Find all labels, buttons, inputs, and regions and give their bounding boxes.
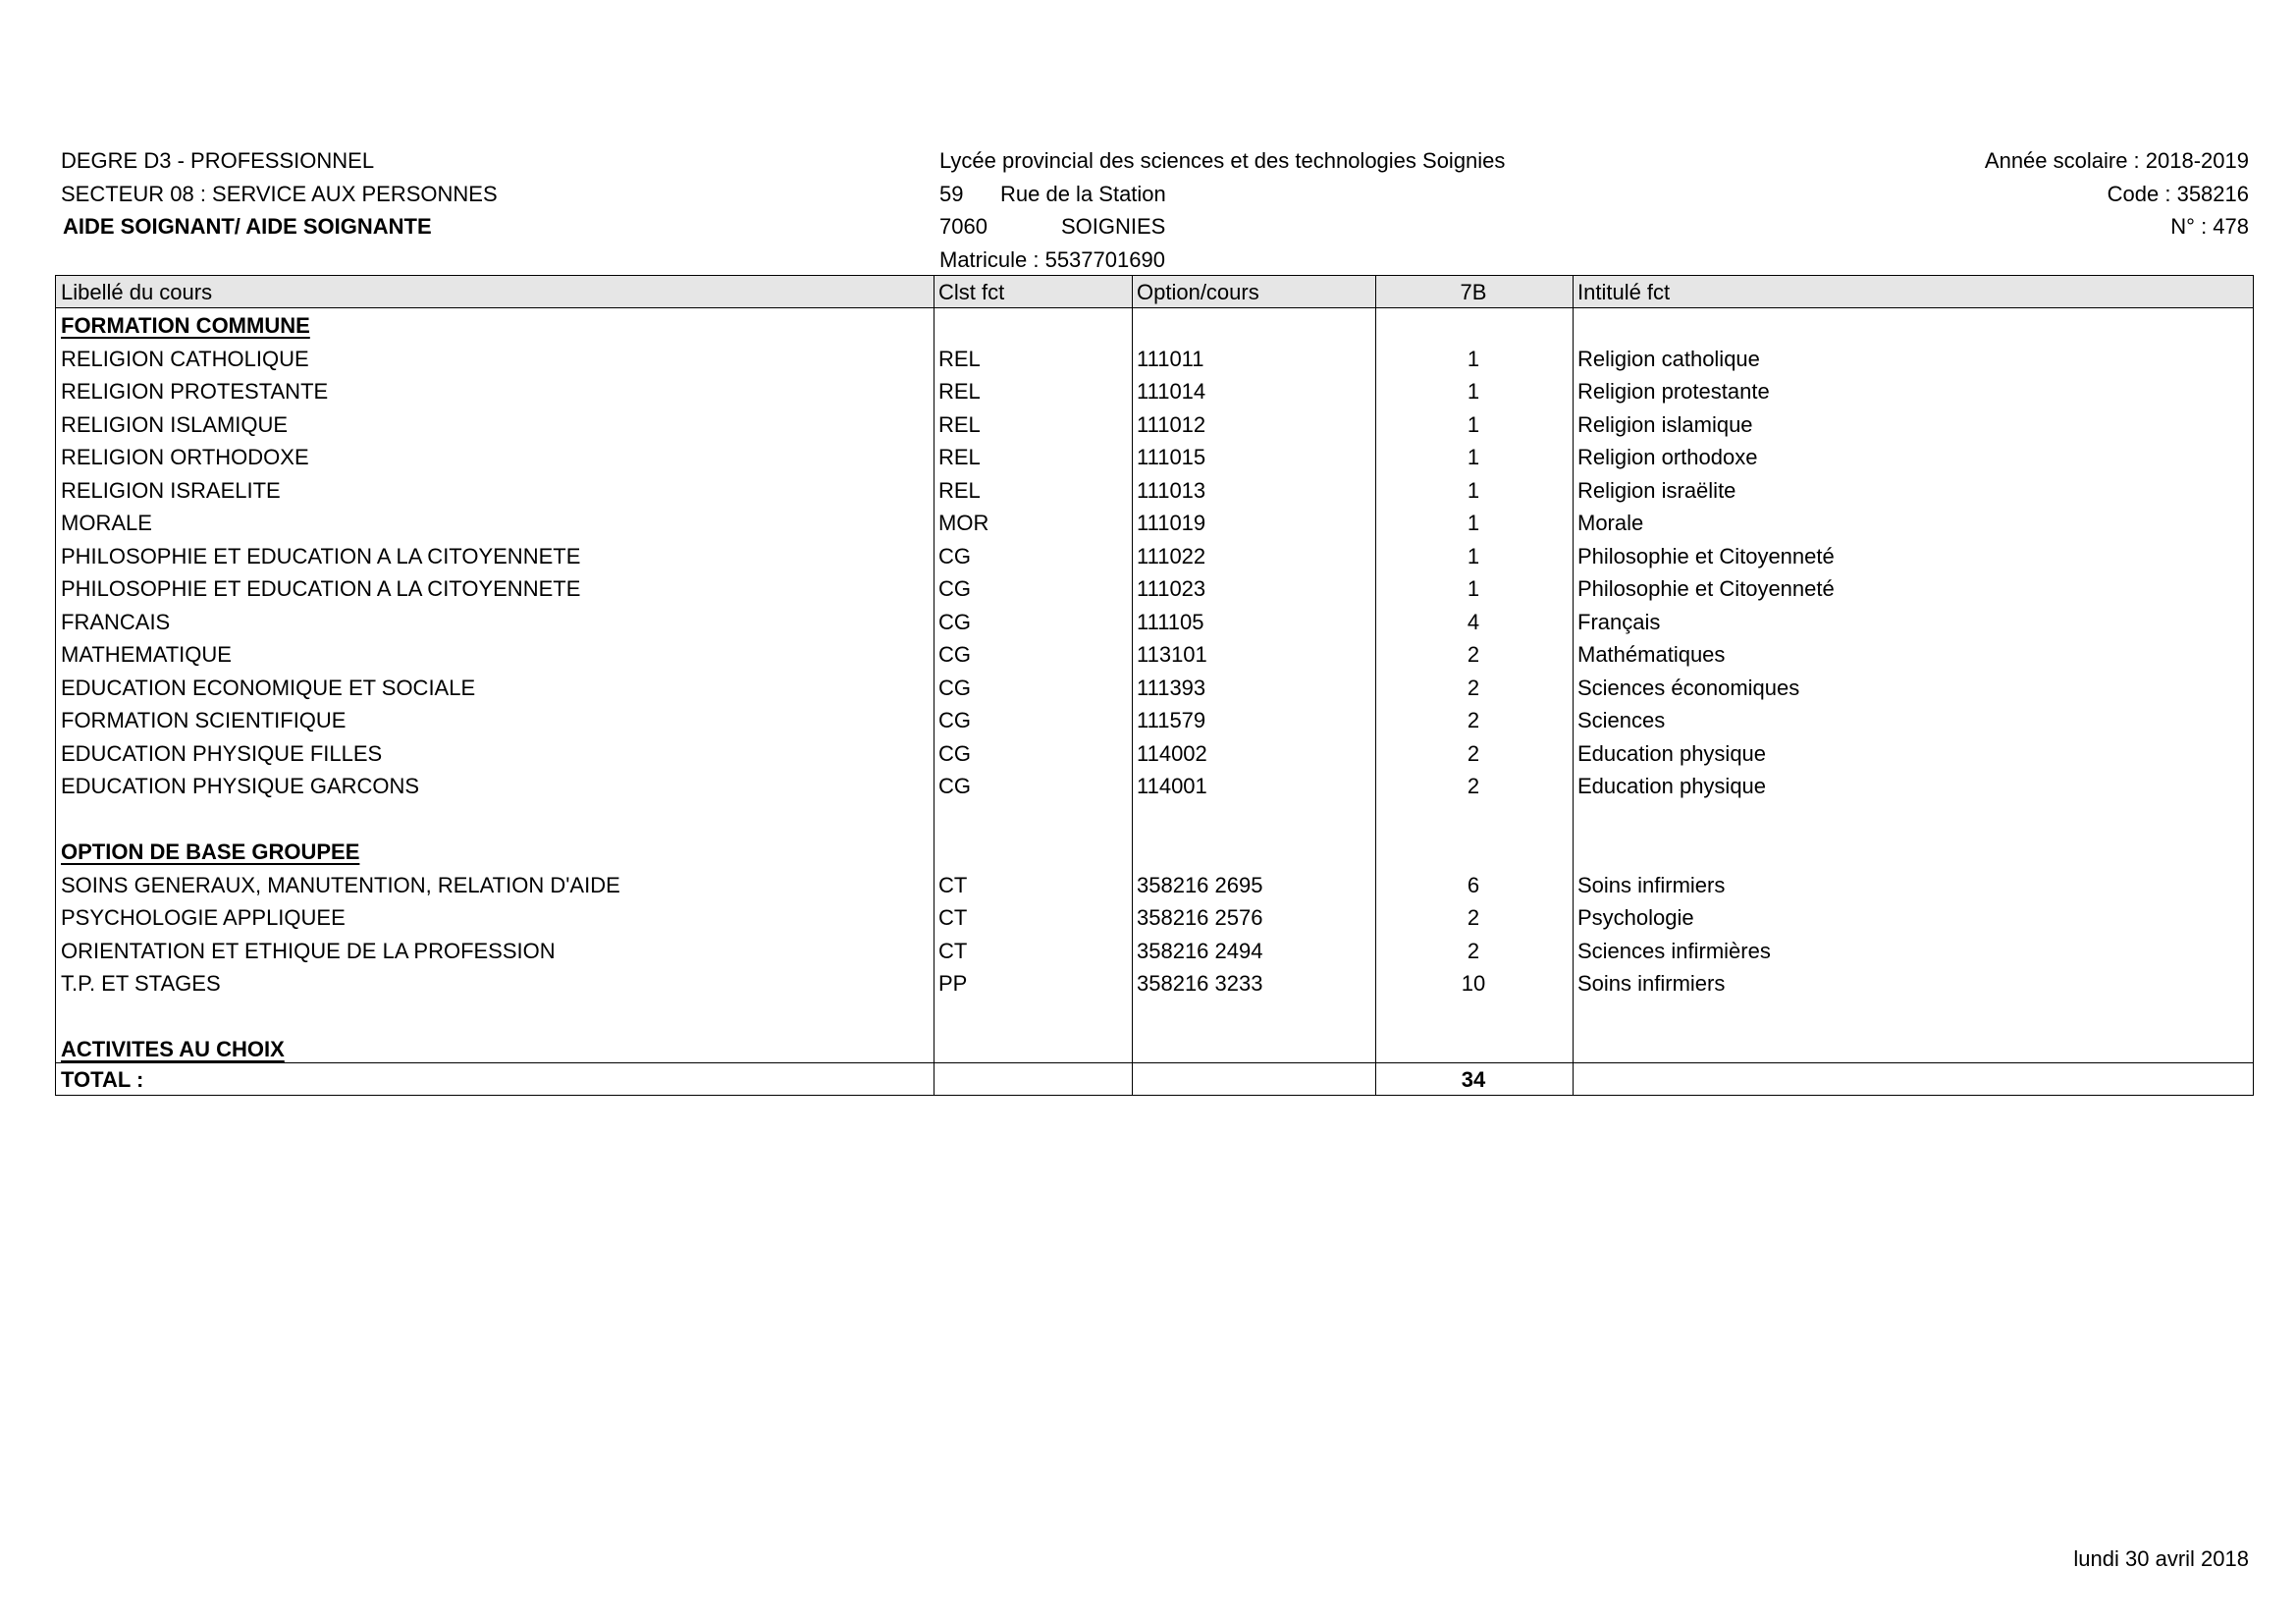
table-cell-function-title: Soins infirmiers [1577,872,1726,897]
table-cell-hours: 1 [1467,543,1480,568]
table-cell-hours: 1 [1467,379,1480,404]
table-cell-course-label: MORALE [61,511,152,535]
table-cell-function-title: Français [1577,609,1661,634]
program-title: AIDE SOIGNANT/ AIDE SOIGNANTE [63,214,432,239]
table-cell-class-code: MOR [938,511,989,535]
table-cell-function-title: Philosophie et Citoyenneté [1577,576,1835,601]
degree-label: DEGRE D3 - PROFESSIONNEL [61,148,375,173]
table-cell-course-label: RELIGION ISLAMIQUE [61,411,289,437]
table-cell-function-title: Religion orthodoxe [1577,445,1758,469]
course-table [55,275,2254,1096]
table-cell-hours: 1 [1467,346,1480,371]
table-cell-class-code: CG [938,609,971,634]
total-value: 34 [1461,1067,1486,1092]
table-cell-option-code: 113101 [1137,642,1207,667]
table-cell-function-title: Philosophie et Citoyenneté [1577,543,1835,568]
column-divider [1573,276,1574,1095]
city: SOIGNIES [1061,214,1166,239]
col-header-title: Intitulé fct [1577,280,1671,304]
table-cell-class-code: CG [938,774,971,798]
table-cell-option-code: 111013 [1137,477,1206,503]
column-divider [1132,276,1133,1095]
school-code: Code : 358216 [2107,182,2249,206]
table-cell-option-code: 111022 [1137,543,1206,568]
table-cell-hours: 4 [1467,609,1480,634]
table-cell-function-title: Morale [1577,511,1644,535]
table-cell-class-code: CG [938,675,971,700]
table-cell-class-code: PP [938,971,968,996]
table-cell-class-code: CG [938,740,971,766]
table-cell-course-label: EDUCATION PHYSIQUE FILLES [61,740,383,766]
table-cell-hours: 6 [1467,872,1480,897]
table-cell-class-code: CT [938,905,968,930]
table-cell-option-code: 111105 [1137,609,1204,634]
table-cell-course-label: PSYCHOLOGIE APPLIQUEE [61,905,346,930]
table-cell-class-code: REL [938,411,981,437]
table-cell-option-code: 114002 [1137,740,1207,766]
table-cell-class-code: CG [938,642,971,667]
street-number: 59 [939,182,964,206]
table-cell-course-label: SOINS GENERAUX, MANUTENTION, RELATION D'AIDE [61,872,620,897]
table-cell-course-label: RELIGION PROTESTANTE [61,379,329,404]
total-divider [56,1062,2253,1063]
table-cell-function-title: Psychologie [1577,905,1694,930]
table-cell-hours: 2 [1467,905,1480,930]
table-cell-function-title: Sciences infirmières [1577,938,1771,963]
table-cell-class-code: CG [938,708,971,732]
table-cell-course-label: T.P. ET STAGES [61,971,221,996]
col-header-option: Option/cours [1137,280,1259,304]
table-cell-option-code: 111011 [1137,346,1204,371]
table-cell-function-title: Soins infirmiers [1577,971,1726,996]
table-cell-hours: 1 [1467,576,1480,601]
table-cell-hours: 2 [1467,642,1480,667]
table-cell-course-label: PHILOSOPHIE ET EDUCATION A LA CITOYENNETE [61,543,581,568]
table-cell-hours: 10 [1461,971,1486,996]
table-cell-hours: 2 [1467,740,1480,766]
table-cell-option-code: 111023 [1137,576,1206,601]
table-cell-hours: 1 [1467,477,1480,503]
table-cell-option-code: 111393 [1137,675,1206,700]
table-cell-option-code: 111014 [1137,379,1206,404]
street-name: Rue de la Station [1000,182,1166,206]
table-cell-class-code: CG [938,576,971,601]
table-cell-course-label: FORMATION SCIENTIFIQUE [61,708,347,732]
table-cell-function-title: Religion islamique [1577,411,1753,437]
postal-code: 7060 [939,214,988,239]
section-title: OPTION DE BASE GROUPEE [61,839,360,864]
table-cell-class-code: REL [938,477,981,503]
table-cell-course-label: RELIGION CATHOLIQUE [61,346,309,371]
table-cell-option-code: 358216 2494 [1137,938,1263,963]
table-cell-class-code: REL [938,379,981,404]
section-title: FORMATION COMMUNE [61,313,310,338]
table-cell-course-label: FRANCAIS [61,609,171,634]
table-cell-option-code: 111579 [1137,708,1206,732]
table-cell-course-label: RELIGION ORTHODOXE [61,445,309,469]
table-cell-option-code: 111015 [1137,445,1206,469]
school-year: Année scolaire : 2018-2019 [1984,148,2249,173]
table-cell-function-title: Education physique [1577,774,1767,798]
school-name: Lycée provincial des sciences et des technologies Soignies [939,148,1506,173]
table-cell-class-code: CT [938,938,968,963]
table-cell-hours: 2 [1467,675,1480,700]
table-cell-course-label: RELIGION ISRAELITE [61,477,281,503]
table-cell-option-code: 114001 [1137,774,1207,798]
table-cell-function-title: Religion catholique [1577,346,1760,371]
table-cell-function-title: Sciences [1577,708,1666,732]
table-cell-class-code: REL [938,346,981,371]
table-cell-option-code: 358216 2695 [1137,872,1263,897]
col-header-hours: 7B [1460,280,1487,304]
table-cell-class-code: CT [938,872,968,897]
table-cell-hours: 2 [1467,938,1480,963]
matricule: Matricule : 5537701690 [939,247,1165,272]
table-cell-function-title: Mathématiques [1577,642,1726,667]
table-cell-hours: 1 [1467,445,1480,469]
school-number: N° : 478 [2170,214,2249,239]
table-cell-course-label: EDUCATION PHYSIQUE GARCONS [61,774,420,798]
col-header-course: Libellé du cours [61,280,213,304]
table-cell-option-code: 358216 3233 [1137,971,1263,996]
sector-label: SECTEUR 08 : SERVICE AUX PERSONNES [61,182,498,206]
table-cell-hours: 2 [1467,708,1480,732]
table-cell-hours: 1 [1467,411,1480,437]
table-cell-function-title: Religion israëlite [1577,477,1736,503]
table-cell-hours: 1 [1467,511,1480,535]
col-header-class: Clst fct [938,280,1005,304]
section-title: ACTIVITES AU CHOIX [61,1037,285,1061]
print-date: lundi 30 avril 2018 [2073,1546,2249,1571]
table-cell-course-label: EDUCATION ECONOMIQUE ET SOCIALE [61,675,476,700]
table-cell-course-label: PHILOSOPHIE ET EDUCATION A LA CITOYENNETE [61,576,581,601]
table-cell-option-code: 111019 [1137,511,1206,535]
table-cell-hours: 2 [1467,774,1480,798]
table-cell-class-code: CG [938,543,971,568]
table-cell-function-title: Education physique [1577,740,1767,766]
table-cell-function-title: Sciences économiques [1577,675,1800,700]
table-cell-option-code: 358216 2576 [1137,905,1263,930]
table-cell-course-label: MATHEMATIQUE [61,642,232,667]
total-label: TOTAL : [61,1067,144,1092]
table-cell-option-code: 111012 [1137,411,1206,437]
table-cell-course-label: ORIENTATION ET ETHIQUE DE LA PROFESSION [61,938,556,963]
table-cell-function-title: Religion protestante [1577,379,1770,404]
table-cell-class-code: REL [938,445,981,469]
